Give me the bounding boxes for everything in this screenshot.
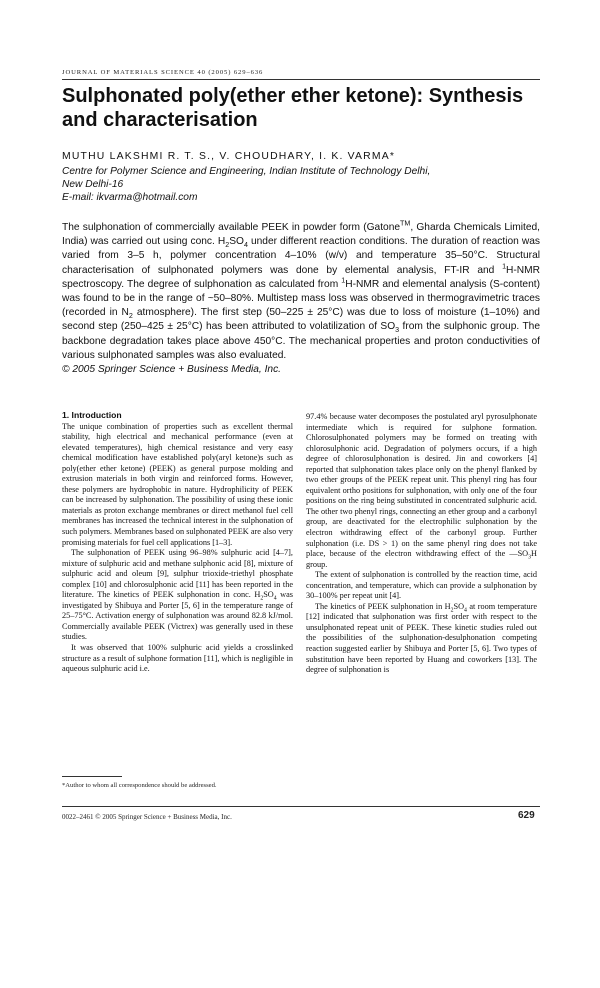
abstract-text: under different reaction conditions. The duration of reaction was varied from 3–5 h, polymer concentration 4–10% (w/v) and temperature 35–50°C. Structural characterisation of sulphonated polymers was done by elemental analysis, FT-IR and xyxy=(62,236,540,276)
running-head: JOURNAL OF MATERIALS SCIENCE 40 (2005) 629–636 xyxy=(62,69,264,76)
footer-rule xyxy=(62,806,540,807)
affiliation xyxy=(62,165,532,204)
footnote: *Author to whom all correspondence should be addressed. xyxy=(62,782,217,789)
author-email: E-mail: ikvarma@hotmail.com xyxy=(62,192,198,203)
paragraph-text: The kinetics of PEEK sulphonation in H xyxy=(315,601,451,611)
abstract-text: SO xyxy=(229,236,244,248)
subscript: 3 xyxy=(528,554,532,561)
paragraph-text: 97.4% because water decomposes the postulated aryl pyrosulphonate intermediate which is required for sulphone formation. Chlorosulphonated polymers may be formed on treating with chlorosulphonic acid. Degradation of polymers occurs, if a high degree of chlorosulphonation is desired. Jin and coworkers [4] reported that sulphonation takes place only on the phenyl flanked by two ether groups of the PEEK repeat unit. This phenyl ring has four equivalent ortho positions for sulphonation, with only one of the four positions on the ring being substituted in concentrated sulphuric acid. The other two phenyl rings, connecting an ether group and a carbonyl group, are deactivated for the electrophilic sulphonation by the electron withdrawing effect of the carbonyl group. Further sulphonation (i.e. DS > 1) on the same phenyl ring does not take place, because of the electron withdrawing effect of the —SO xyxy=(306,412,537,559)
affiliation-city: New Delhi-16 xyxy=(62,179,124,190)
paragraph-text: was investigated by Shibuya and Porter [5, 6] in the temperature range of 25–75°C. Activation energy of sulphonation was around 82.8 kJ/mol. Commercially available PEEK (Victrex) was generally used in these studies. xyxy=(62,590,293,642)
subscript: 2 xyxy=(225,241,230,250)
paragraph-text: The sulphonation of PEEK using 96–98% sulphuric acid [4–7], mixture of sulphuric acid and methane sulphonic acid [8], mixture of sulphuric acid and oleum [9], sulphur trioxide-triethyl phosphate complex [10] and chlorosulphonic acid [11] has been reported in the literature. The kinetics of PEEK sulphonation in conc. H xyxy=(62,548,293,600)
abstract-text: H-NMR and elemental analysis (S-content) was found to be in the range of ~50–80%. Multistep mass loss was observed in thermogravimetric traces (recorded in N xyxy=(62,278,540,319)
abstract-text: H-NMR spectroscopy. The degree of sulphonation as calculated from xyxy=(62,264,540,290)
paragraph: It was observed that 100% sulphuric acid yields a crosslinked structure as a result of sulphone formation [11], which is negligible in aqueous sulphuric acid i.e. xyxy=(62,643,293,674)
subscript: 4 xyxy=(464,607,467,614)
paragraph-text: SO xyxy=(453,601,465,611)
paragraph xyxy=(62,548,293,643)
subscript: 3 xyxy=(395,326,400,335)
paragraph: The unique combination of properties such as excellent thermal stability, high electrical and mechanical performance (even at elevated temperatures), high chemical resistance and very easy chemical modification have established poly(aryl ketone)s such as poly(ether ether ketone) (PEEK) as general purpose molding and extrusion materials in both virgin and reinforced forms. However, these polymers are hydrophobic in nature. Hydrophilicity of PEEK can be increased by sulphonation. The possibility of using these ionic materials as proton exchange membranes or direct methanol fuel cell membranes has increased the technical interest in the sulphonation of such polymers. Membranes based on sulphonated PEEK are also very promising materials for fuel cell applications [1–3]. xyxy=(62,421,293,547)
superscript: 1 xyxy=(502,262,507,271)
abstract-text: , Gharda Chemicals Limited, India) was carried out using conc. H xyxy=(62,222,541,248)
abstract xyxy=(62,221,540,377)
subscript: 2 xyxy=(450,607,454,614)
paragraph-text: at room temperature [12] indicated that sulphonation was first order with respect to the unsulphonated repeat unit of PEEK. These kinetic studies ruled out the possibilities of the sulphonation-desulphonation competing reaction suggested earlier by Shibuya and Porter [5, 6]. Two types of substitution have been reported by Huang and coworkers [13]. The degree of sulphonation is xyxy=(306,601,538,675)
authors: MUTHU LAKSHMI R. T. S., V. CHOUDHARY, I. K. VARMA* xyxy=(62,151,396,162)
subscript: 4 xyxy=(243,241,248,250)
page-number: 629 xyxy=(518,810,535,821)
section-heading: 1. Introduction xyxy=(62,410,122,420)
paragraph-text: H group. xyxy=(306,549,537,569)
header-rule xyxy=(62,79,540,80)
subscript: 2 xyxy=(128,312,133,321)
subscript: 2 xyxy=(260,595,264,602)
paragraph xyxy=(306,412,537,570)
abstract-copyright: © 2005 Springer Science + Business Media, Inc. xyxy=(62,364,282,376)
paragraph xyxy=(306,602,537,676)
footnote-rule xyxy=(62,776,122,777)
paper-title: Sulphonated poly(ether ether ketone): Synthesis and characterisation xyxy=(62,85,524,131)
paragraph-text: SO xyxy=(263,590,274,600)
left-column xyxy=(62,410,293,675)
right-column xyxy=(306,412,537,676)
superscript: 1 xyxy=(341,276,346,285)
abstract-text: atmosphere). The first step (50–225 ± 25°C) was due to loss of moisture (1–10%) and second step (250–425 ± 25°C) has been attributed to volatilization of SO xyxy=(62,307,540,333)
footer-issn: 0022–2461 © 2005 Springer Science + Business Media, Inc. xyxy=(62,813,232,821)
trademark-sup: TM xyxy=(400,219,411,228)
abstract-text: The sulphonation of commercially available PEEK in powder form (Gatone xyxy=(62,222,401,233)
abstract-text: from the sulphonic group. The backbone degradation takes place above 450°C. The mechanical properties and proton conductivities of various sulphonated samples was also evaluated. xyxy=(62,321,540,361)
affiliation-line: Centre for Polymer Science and Engineering, Indian Institute of Technology Delhi, xyxy=(62,166,431,177)
subscript: 4 xyxy=(273,595,277,602)
paragraph: The extent of sulphonation is controlled by the reaction time, acid concentration, and temperature, which can provide a sulphonation by 30–100% per repeat unit [4]. xyxy=(306,570,537,601)
